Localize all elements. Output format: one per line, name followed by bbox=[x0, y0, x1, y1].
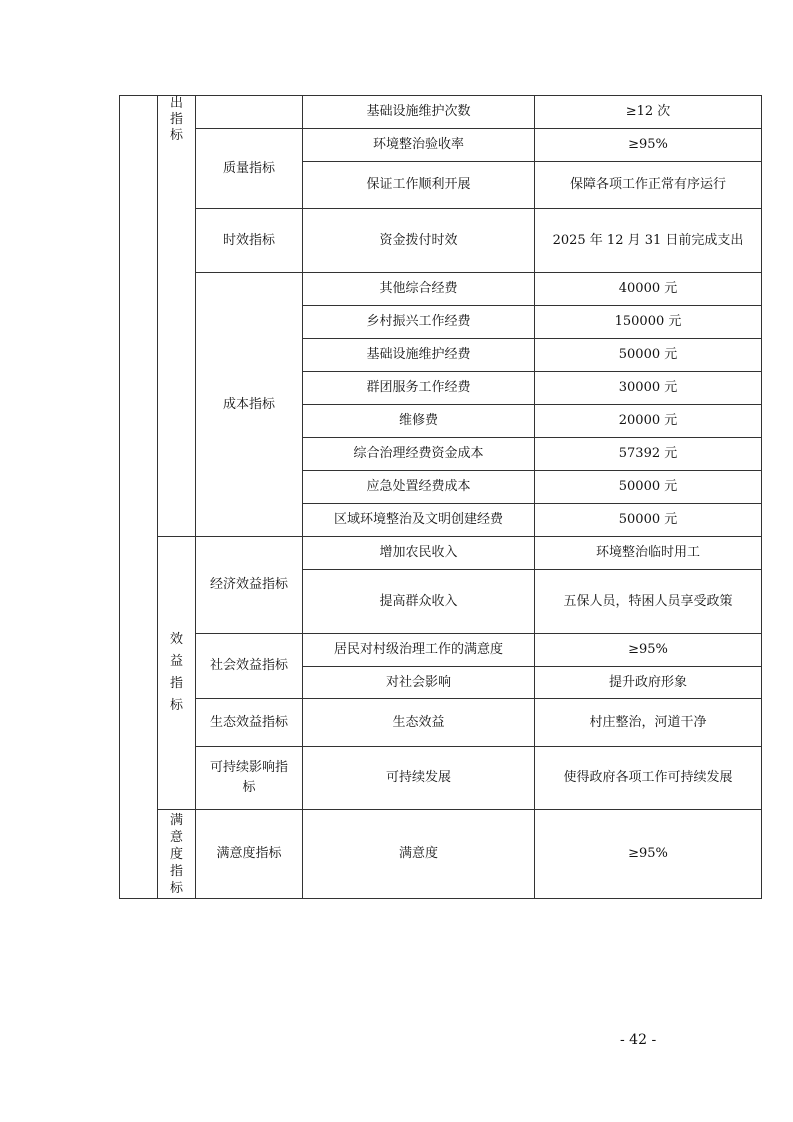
output-indicator-label bbox=[158, 96, 196, 537]
indicator-value: 村庄整治，河道干净 bbox=[535, 699, 762, 747]
indicator-value: 20000 元 bbox=[535, 405, 762, 438]
indicator-value: 五保人员，特困人员享受政策 bbox=[535, 570, 762, 634]
indicator-name: 环境整治验收率 bbox=[303, 129, 535, 162]
indicator-value: 提升政府形象 bbox=[535, 667, 762, 699]
page-number: - 42 - bbox=[620, 1032, 657, 1048]
indicator-name: 满意度 bbox=[303, 810, 535, 899]
indicator-value: 40000 元 bbox=[535, 273, 762, 306]
indicator-value: ≥95% bbox=[535, 129, 762, 162]
indicator-name: 区域环境整治及文明创建经费 bbox=[303, 504, 535, 537]
indicator-name: 提高群众收入 bbox=[303, 570, 535, 634]
benefit-indicator-label bbox=[158, 537, 196, 810]
indicator-value: 50000 元 bbox=[535, 504, 762, 537]
category-satisfaction: 满意度指标 bbox=[196, 810, 303, 899]
indicator-value: ≥95% bbox=[535, 634, 762, 667]
category-cost: 成本指标 bbox=[196, 273, 303, 537]
indicator-value: 57392 元 bbox=[535, 438, 762, 471]
table-row bbox=[120, 537, 762, 570]
indicator-value: ≥95% bbox=[535, 810, 762, 899]
indicator-value: 150000 元 bbox=[535, 306, 762, 339]
indicator-value: 环境整治临时用工 bbox=[535, 537, 762, 570]
indicator-name: 生态效益 bbox=[303, 699, 535, 747]
indicator-name: 基础设施维护经费 bbox=[303, 339, 535, 372]
indicator-name: 对社会影响 bbox=[303, 667, 535, 699]
indicator-name: 增加农民收入 bbox=[303, 537, 535, 570]
indicator-name: 可持续发展 bbox=[303, 747, 535, 810]
indicator-value: 2025 年 12 月 31 日前完成支出 bbox=[535, 209, 762, 273]
category-quality: 质量指标 bbox=[196, 129, 303, 209]
table-row bbox=[120, 634, 762, 667]
table-row bbox=[120, 810, 762, 899]
satisfaction-indicator-text: 满意度指标 bbox=[170, 812, 184, 896]
indicator-value: 50000 元 bbox=[535, 339, 762, 372]
table-row bbox=[120, 209, 762, 273]
indicator-value: 使得政府各项工作可持续发展 bbox=[535, 747, 762, 810]
table-row bbox=[120, 96, 762, 129]
indicator-name: 应急处置经费成本 bbox=[303, 471, 535, 504]
category-social: 社会效益指标 bbox=[196, 634, 303, 699]
performance-indicator-table bbox=[119, 95, 762, 899]
indicator-name: 其他综合经费 bbox=[303, 273, 535, 306]
indicator-name: 维修费 bbox=[303, 405, 535, 438]
indicator-name: 保证工作顺利开展 bbox=[303, 162, 535, 209]
indicator-value: 50000 元 bbox=[535, 471, 762, 504]
category-sustainable-text: 可持续影响指标 bbox=[209, 760, 288, 795]
category-timeliness: 时效指标 bbox=[196, 209, 303, 273]
indicator-value: ≥12 次 bbox=[535, 96, 762, 129]
category-ecological: 生态效益指标 bbox=[196, 699, 303, 747]
category-economic: 经济效益指标 bbox=[196, 537, 303, 634]
table-row bbox=[120, 747, 762, 810]
indicator-name: 居民对村级治理工作的满意度 bbox=[303, 634, 535, 667]
benefit-indicator-text: 效益指标 bbox=[170, 632, 184, 713]
category-cell-empty bbox=[196, 96, 303, 129]
indicator-value: 30000 元 bbox=[535, 372, 762, 405]
indicator-name: 基础设施维护次数 bbox=[303, 96, 535, 129]
level1-indicator-cell bbox=[120, 96, 158, 899]
indicator-value: 保障各项工作正常有序运行 bbox=[535, 162, 762, 209]
table-row bbox=[120, 699, 762, 747]
satisfaction-indicator-label bbox=[158, 810, 196, 899]
table-row bbox=[120, 273, 762, 306]
indicator-name: 综合治理经费资金成本 bbox=[303, 438, 535, 471]
indicator-name: 群团服务工作经费 bbox=[303, 372, 535, 405]
table-row bbox=[120, 129, 762, 162]
category-sustainable bbox=[196, 747, 303, 810]
output-indicator-text: 出指标 bbox=[170, 96, 184, 143]
indicator-name: 乡村振兴工作经费 bbox=[303, 306, 535, 339]
indicator-name: 资金拨付时效 bbox=[303, 209, 535, 273]
